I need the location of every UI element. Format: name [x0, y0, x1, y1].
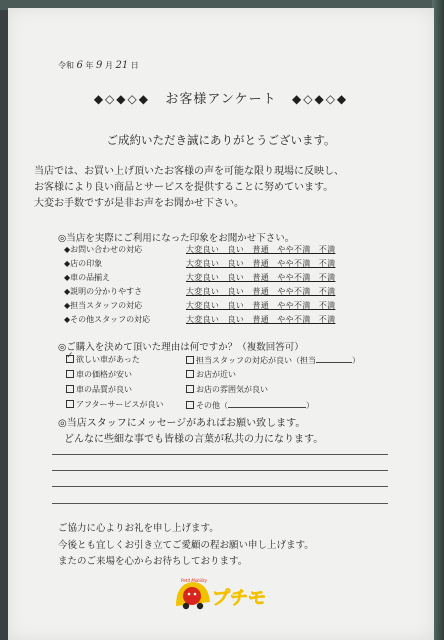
- rating-label: ◆担当スタッフの対応: [64, 301, 143, 310]
- reason-label: お店の雰囲気が良い: [196, 385, 268, 394]
- rating-options[interactable]: 大変良い 良い 普通 やや不満 不満: [186, 287, 336, 296]
- title-right-decoration: ◆◇◆◇◆: [292, 92, 349, 106]
- reason-option[interactable]: [66, 354, 140, 365]
- date-month-unit: 月: [104, 61, 113, 70]
- reason-label: 欲しい車があった: [76, 355, 140, 364]
- message-subprompt: どんなに些細な事でも皆様の言葉が私共の力になります。: [64, 434, 324, 445]
- petitmo-logo-icon: [170, 576, 270, 612]
- checkbox[interactable]: [66, 355, 74, 363]
- intro-text: [34, 164, 344, 212]
- reason-label: アフターサービスが良い: [76, 400, 164, 409]
- reason-option[interactable]: [66, 369, 132, 380]
- intro-line: お客様により良い商品とサービスを提供することに努めています。: [34, 182, 334, 193]
- intro-line: 大変お手数ですが是非お声をお聞かせ下さい。: [34, 198, 244, 209]
- date-day[interactable]: 21: [115, 60, 129, 71]
- brand-logo: [170, 576, 270, 612]
- svg-text:Petit Mobility: Petit Mobility: [181, 578, 208, 583]
- reason-label: 担当スタッフの対応が良い（担当: [196, 356, 316, 365]
- checkbox[interactable]: [66, 385, 74, 393]
- rating-options[interactable]: 大変良い 良い 普通 やや不満 不満: [186, 301, 336, 310]
- date-day-unit: 日: [130, 61, 139, 70]
- rating-options[interactable]: 大変良い 良い 普通 やや不満 不満: [186, 245, 336, 254]
- reason-option[interactable]: [66, 399, 163, 410]
- title-left-decoration: ◆◇◆◇◆: [93, 92, 150, 106]
- rating-label: ◆お問い合わせの対応: [64, 245, 143, 254]
- checkbox[interactable]: [186, 356, 194, 364]
- rating-label: ◆店の印象: [64, 259, 103, 268]
- question-3: [58, 416, 323, 448]
- message-line[interactable]: [52, 503, 388, 504]
- question-2: ◎ご購入を決めて頂いた理由は何ですか？（複数回答可）: [58, 342, 304, 353]
- reason-suffix: ）: [352, 356, 360, 365]
- rating-options[interactable]: 大変良い 良い 普通 やや不満 不満: [186, 259, 336, 268]
- date: [58, 60, 139, 71]
- checkbox[interactable]: [186, 370, 194, 378]
- rating-label: ◆車の品揃え: [64, 273, 111, 282]
- message-line[interactable]: [52, 470, 388, 471]
- reason-label: 車の品質が良い: [76, 385, 132, 394]
- date-era: 令和: [58, 61, 74, 70]
- reason-option[interactable]: [186, 369, 236, 380]
- reason-option[interactable]: [66, 384, 132, 395]
- thanks-message: ご成約いただき誠にありがとうございます。: [106, 133, 336, 147]
- rating-options[interactable]: 大変良い 良い 普通 やや不満 不満: [186, 315, 336, 324]
- date-year-unit: 年: [85, 61, 94, 70]
- staff-name-blank[interactable]: [316, 354, 352, 363]
- intro-line: 当店では、お買い上げ頂いたお客様の声を可能な限り現場に反映し、: [34, 166, 344, 177]
- closing-line: 今後とも宜しくお引き立てご愛顧の程お願い申し上げます。: [58, 539, 314, 551]
- closing-line: ご協力に心よりお礼を申し上げます。: [58, 523, 219, 534]
- reason-label: 車の価格が安い: [76, 370, 132, 379]
- date-year[interactable]: 6: [76, 60, 83, 71]
- survey-sheet: [8, 8, 434, 640]
- closing-message: [58, 521, 314, 571]
- reason-option[interactable]: [186, 384, 268, 395]
- rating-label: ◆その他スタッフの対応: [64, 315, 151, 324]
- reason-label: お店が近い: [196, 370, 236, 379]
- other-reason-blank[interactable]: [228, 399, 306, 408]
- question-1: ◎当店を実際にご利用になった印象をお聞かせ下さい。: [58, 233, 295, 244]
- closing-line: またのご来場を心からお待ちしております。: [58, 556, 248, 567]
- logo-wordmark: プチモ: [212, 588, 266, 609]
- page-title: [8, 88, 434, 107]
- rating-options[interactable]: 大変良い 良い 普通 やや不満 不満: [186, 273, 336, 282]
- checkbox[interactable]: [66, 400, 74, 408]
- message-line[interactable]: [52, 486, 388, 487]
- reason-option[interactable]: [186, 354, 360, 366]
- reason-label: その他（: [196, 401, 228, 410]
- date-month[interactable]: 9: [96, 60, 103, 71]
- rating-label: ◆説明の分かりやすさ: [64, 287, 143, 296]
- checkbox[interactable]: [186, 401, 194, 409]
- title-text: お客様アンケート: [165, 92, 277, 107]
- reason-option[interactable]: [186, 399, 314, 411]
- checkbox[interactable]: [66, 370, 74, 378]
- message-prompt: ◎当店スタッフにメッセージがあればお願い致します。: [58, 418, 306, 429]
- checkbox[interactable]: [186, 385, 194, 393]
- message-line[interactable]: [52, 454, 388, 455]
- reason-suffix: ）: [306, 401, 314, 410]
